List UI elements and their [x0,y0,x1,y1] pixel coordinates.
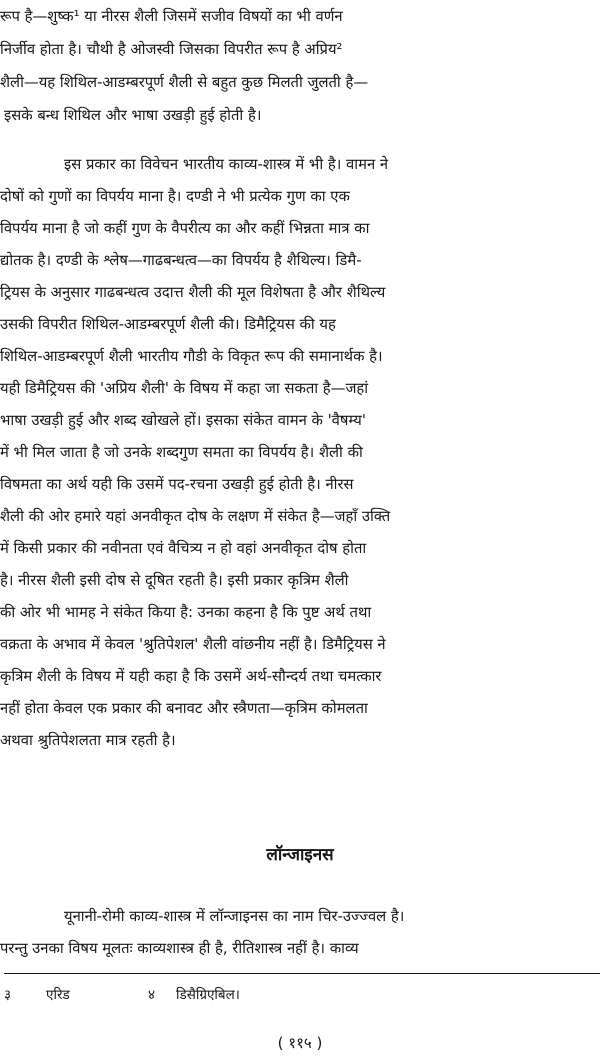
text-line: विषमता का अर्थ यही कि उसमें पद-रचना उखड़ी हुई होती है। नीरस [0,476,354,493]
footnote-marker: ३ [4,987,12,1003]
text-line: वक्रता के अभाव में केवल 'श्रुतिपेशल' शैली वांछनीय नहीं है। डिमैट्रियस ने [0,636,386,653]
text-line: यूनानी-रोमी काव्य-शास्त्र में लॉन्जाइनस का नाम चिर-उज्ज्वल है। [64,908,405,925]
footnote-marker: ४ [148,987,156,1003]
text-line: की ओर भी भामह ने संकेत किया है: उनका कहना है कि पुष्ट अर्थ तथा [0,604,372,621]
text-line: नहीं होता केवल एक प्रकार की बनावट और स्त्रैणता—कृत्रिम कोमलता [0,700,368,717]
text-line: है। नीरस शैली इसी दोष से दूषित रहती है। इसी प्रकार कृत्रिम शैली [0,572,349,589]
text-line: भाषा उखड़ी हुई और शब्द खोखले हों। इसका संकेत वामन के 'वैषम्य' [0,412,366,429]
text-line: विपर्यय माना है जो कहीं गुण के वैपरीत्य का और कहीं भिन्नता मात्र का [0,220,370,237]
text-line: इस प्रकार का विवेचन भारतीय काव्य-शास्त्र में भी है। वामन ने [64,156,389,173]
section-heading: लॉन्जाइनस [266,845,334,865]
text-line: शैली की ओर हमारे यहां अनवीकृत दोष के लक्षण में संकेत है—जहाँ उक्ति [0,508,391,525]
text-line: में किसी प्रकार की नवीनता एवं वैचित्र्य न हो वहां अनवीकृत दोष होता [0,540,367,557]
text-line: अथवा श्रुतिपेशलता मात्र रहती है। [0,732,176,749]
text-line: ट्रियस के अनुसार गाढबन्धत्व उदात्त शैली की मूल विशेषता है और शैथिल्य [0,284,386,301]
footnote-text: एरिड [46,987,70,1003]
text-line: रूप है—शुष्क¹ या नीरस शैली जिसमें सजीव विषयों का भी वर्णन [0,8,343,25]
text-line: उसकी विपरीत शिथिल-आडम्बरपूर्ण शैली की। डिमैट्रियस की यह [0,316,336,333]
text-line: कृत्रिम शैली के विषय में यही कहा है कि उसमें अर्थ-सौन्दर्य तथा चमत्कार [0,668,382,685]
footnote-rule [4,973,600,974]
footnote-text: डिसैग्रिएबिल। [176,987,240,1003]
text-line: शिथिल-आडम्बरपूर्ण शैली भारतीय गौडी के विकृत रूप की समानार्थक है। [0,348,383,365]
text-line: परन्तु उनका विषय मूलतः काव्यशास्त्र ही है, रीतिशास्त्र नहीं है। काव्य [0,940,359,957]
text-line: शैली—यह शिथिल-आडम्बरपूर्ण शैली से बहुत कुछ मिलती जुलती है— [0,74,369,91]
text-line: इसके बन्ध शिथिल और भाषा उखड़ी हुई होती है। [4,107,262,124]
page-number: ( ११५ ) [277,1034,323,1052]
text-line: द्योतक है। दण्डी के श्लेष—गाढबन्धत्व—का विपर्यय है शैथिल्य। डिमै- [0,252,362,269]
text-line: निर्जीव होता है। चौथी है ओजस्वी जिसका विपरीत रूप है अप्रिय² [0,41,343,58]
text-line: में भी मिल जाता है जो उनके शब्दगुण समता का विपर्यय है। शैली की [0,444,363,461]
text-line: दोषों को गुणों का विपर्यय माना है। दण्डी ने भी प्रत्येक गुण का एक [0,188,350,205]
text-line: यही डिमैट्रियस की 'अप्रिय शैली' के विषय में कहा जा सकता है—जहां [0,380,369,397]
